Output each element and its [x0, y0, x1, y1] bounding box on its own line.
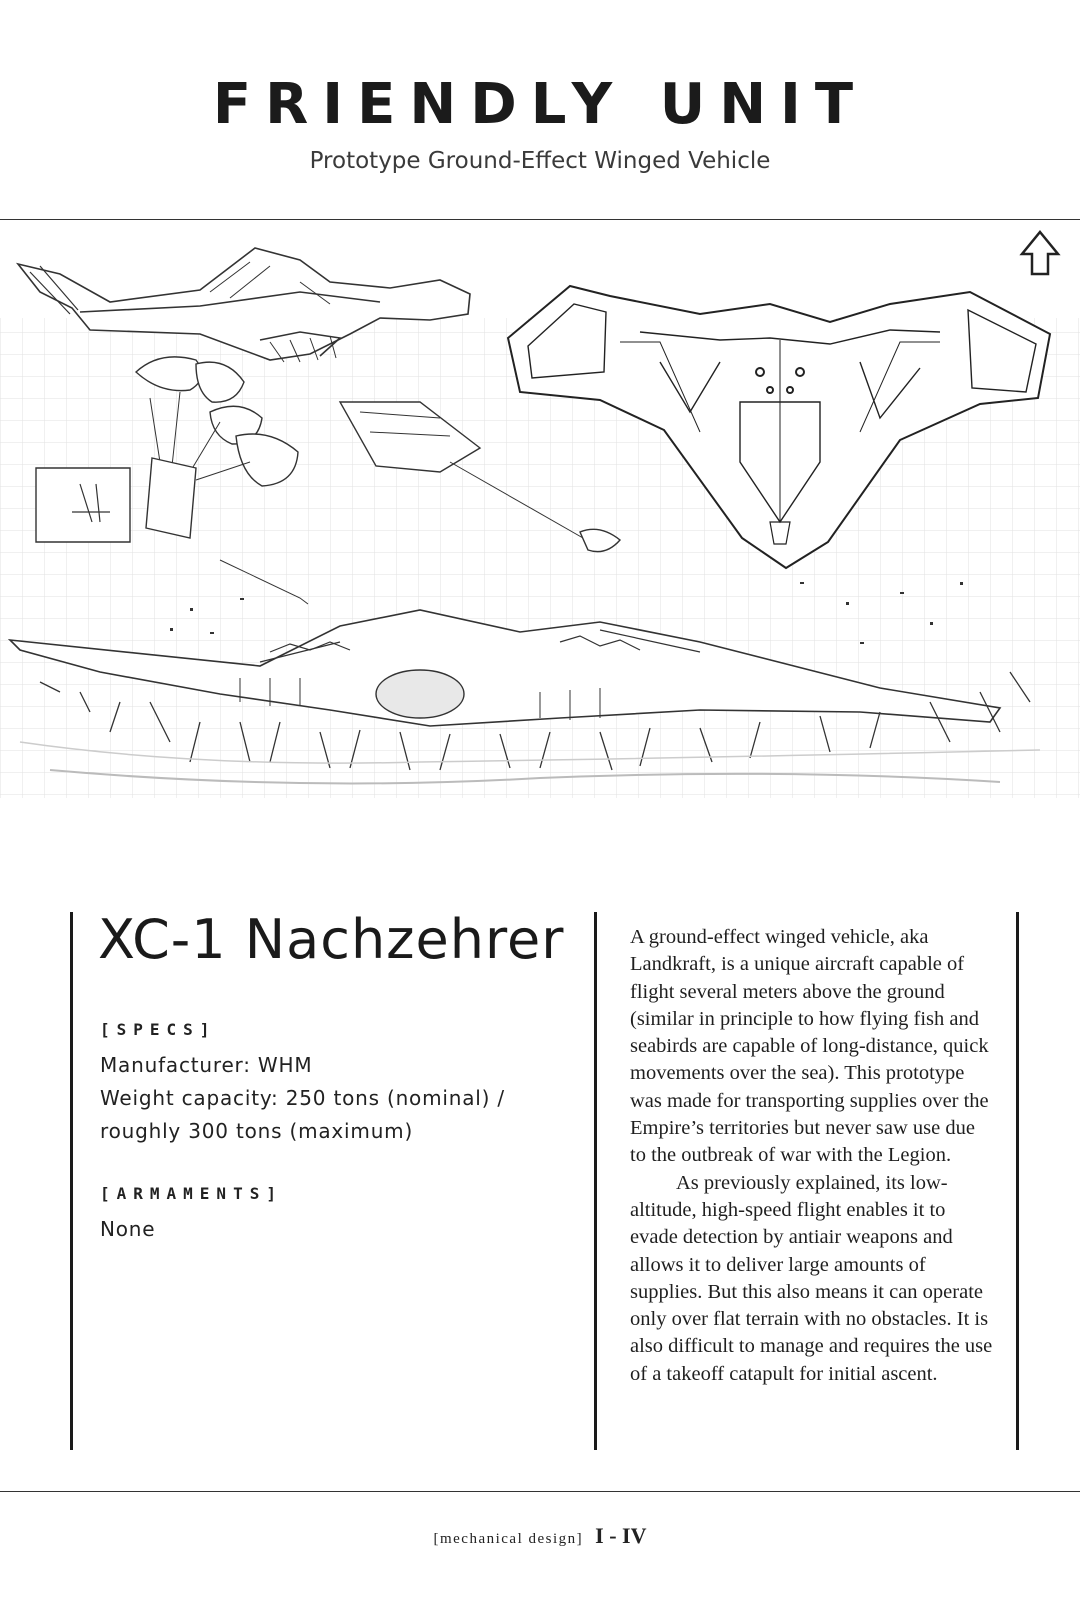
column-divider-middle	[594, 912, 597, 1450]
column-divider-right	[1016, 912, 1019, 1450]
unit-name: XC-1 Nachzehrer	[98, 908, 565, 971]
column-divider-left	[70, 912, 73, 1450]
specs-label: [SPECS]	[100, 1020, 217, 1039]
bottom-divider	[0, 1491, 1080, 1492]
description-text	[630, 924, 996, 1388]
armaments-value: None	[100, 1217, 156, 1241]
weight-capacity-line-2: roughly 300 tons (maximum)	[100, 1119, 414, 1143]
page-title: FRIENDLY UNIT	[212, 72, 868, 137]
weight-capacity-line: Weight capacity: 250 tons (nominal) /	[100, 1086, 505, 1110]
north-arrow-icon	[1022, 232, 1058, 274]
page-subtitle: Prototype Ground-Effect Winged Vehicle	[309, 148, 771, 174]
footer-section-label: [mechanical design]	[433, 1531, 584, 1547]
top-divider	[0, 219, 1080, 220]
footer-page-number: I - IV	[595, 1523, 647, 1548]
armaments-label: [ARMAMENTS]	[100, 1184, 283, 1203]
description-paragraph-1: A ground-effect winged vehicle, aka Landkraft, is a unique aircraft capable of flight several meters above the ground (similar in principle to how flying fish and seabirds are capable of long-distance, quick movements over the sea). This prototype was made for transporting supplies over the Empire’s territories but never saw use due to the outbreak of war with the Legion.	[630, 926, 989, 1167]
manufacturer-line: Manufacturer: WHM	[100, 1053, 313, 1077]
description-paragraph-2: As previously explained, its low-altitude, high-speed flight enables it to evade detection by antiair weapons and allows it to deliver large amounts of supplies. But this also means it can operate only over flat terrain with no obstacles. It is also difficult to manage and requires the use of a takeoff catapult for initial ascent.	[630, 1171, 993, 1385]
page-footer	[0, 1523, 1080, 1549]
illustration-panel	[0, 222, 1080, 842]
